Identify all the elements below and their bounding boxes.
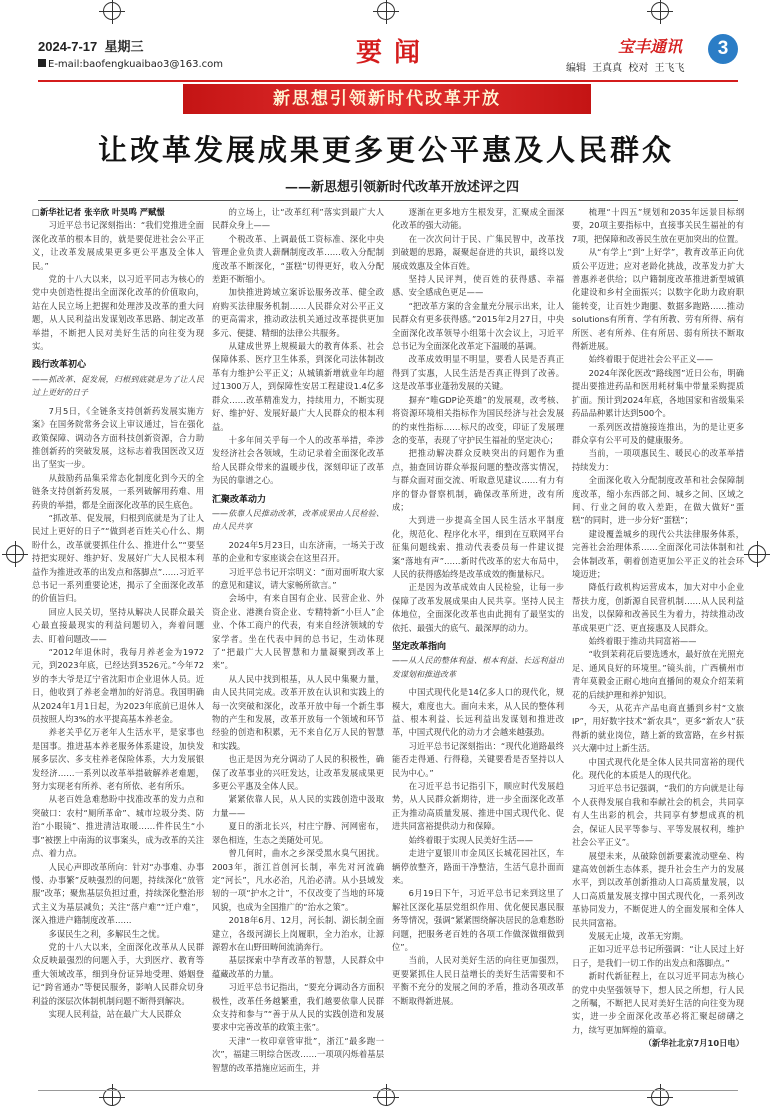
- body-paragraph: 曾几何时，曲水之乡深受黑水臭气困扰。2003年，浙江首创河长制，率先对河流确定“河长”，凡水必治，凡治必清。从小县域发轫的一项“护水之计”，不仅改变了当地的环境风貌，也成为全国推广的“治水之策”。: [212, 848, 384, 912]
- body-paragraph: 当前，人民对美好生活的向往更加强烈，更要紧抓住人民日益增长的美好生活需要和不平衡不充分的发展之间的矛盾，推动各项改革不断取得新进展。: [392, 955, 564, 1006]
- registration-mark-top-left: [103, 2, 121, 20]
- registration-mark-top-center: [377, 2, 395, 20]
- body-paragraph: 降低行政机构运营成本，加大对中小企业帮扶力度，创新源自民营机制……从人民利益出发，以保障和改善民生为着力，持续推动改革成果更广泛、更直接惠及人民群众。: [572, 582, 744, 633]
- body-paragraph: 习近平总书记深刻指出：“现代化道路最终能否走得通、行得稳，关键要看是否坚持以人民为中心。”: [392, 740, 564, 778]
- body-paragraph: 个税改革、上调最低工资标准、深化中央管理企业负责人薪酬制度改革……收入分配制度改革不断深化，“蛋糕”切得更好，收入分配差距不断缩小。: [212, 233, 384, 285]
- weekday-text: 星期三: [104, 39, 144, 54]
- body-paragraph: 从鼓励药品集采常态化制度化到今天的全链条支持创新药发展，一系列破解用药难、用药贵的举措，都是全面深化改革的民生底色。: [32, 472, 204, 510]
- body-paragraph: 基层探索中孕育改革的智慧，人民群众中蕴藏改革的力量。: [212, 955, 384, 979]
- body-paragraph: 从人民中找到根基，从人民中集聚力量，由人民共同完成。改革开放在认识和实践上的每一次突破和深化，改革开放中每一个新生事物的产生和发展，改革开放每一个领域和环节经验的创造和积累，无不来自亿万人民的智慧和实践。: [212, 673, 384, 751]
- body-paragraph: 梳理“十四五”规划和2035年远景目标纲要，20项主要指标中，直接事关民生福祉的有7项，把保障和改善民生放在更加突出的位置。: [572, 207, 744, 244]
- subsection-tagline: ——从人民的整体利益、根本利益、长远利益出发谋划和推进改革: [392, 656, 564, 679]
- body-paragraph: 把推动解决群众反映突出的问题作为重点，抽查回访群众举报问题的整改落实情况，与群众面对面交流、听取意见建议……有力有序的督办督察机制，确保改革所进，改有所成；: [392, 448, 564, 512]
- author-byline: □新华社记者 张辛欣 叶昊鸣 严赋憬: [32, 207, 165, 217]
- body-paragraph: 发展无止境，改革无穷期。: [588, 930, 689, 941]
- body-paragraph: 始终着眼于实现人民美好生活——: [408, 834, 534, 845]
- body-paragraph: 今天，从花卉产品电商直播到乡村“文旅IP”，用好数字技术“新农具”，更多“新农人”获得新的就业岗位，踏上新的致富路，在乡村振兴大潮中过上新生活。: [572, 703, 744, 754]
- body-paragraph: 正如习近平总书记所强调：“让人民过上好日子，是我们一切工作的出发点和落脚点。”: [572, 944, 744, 968]
- body-paragraph: 会场中，有来自国有企业、民营企业、外资企业、港澳台资企业、专精特新“小巨人”企业、个体工商户的代表，有来自经济领域的专家学者。坐在代表中间的总书记，生动体现了“把最广大人民智慧和力量凝聚到改革上来”。: [212, 593, 384, 671]
- body-paragraph: “把改革方案的含金量充分展示出来，让人民群众有更多获得感。”2015年2月27日，中央全面深化改革领导小组第十次会议上，习近平总书记为全面深化改革定下温暖的基调。: [392, 300, 564, 352]
- issue-date: [38, 36, 144, 55]
- body-paragraph: 党的十八大以来，以习近平同志为核心的党中央创造性提出全面深化改革的价值取向，站在人民立场上把握和处理涉及改革的重大问题，从人民利益出发谋划改革思路、制定改革举措，不断把人民对美好生活的向往变为现实。: [32, 274, 204, 352]
- page-number-badge: 3: [708, 34, 738, 64]
- title-divider: [38, 200, 738, 201]
- body-paragraph: 习近平总书记指出，“要充分调动各方面积极性，改革任务越繁重，我们越要依靠人民群众支持和参与”“善于从人民的实践创造和发展要求中完善改革的政策主张”。: [212, 982, 384, 1033]
- body-paragraph: 改革成效明显不明显，要看人民是否真正得到了实惠，人民生活是否真正得到了改善。这是改革事业蓬勃发展的关键。: [392, 354, 564, 392]
- body-paragraph: 逐渐在更多地方生根发芽，汇聚成全面深化改革的强大动能。: [392, 207, 564, 231]
- body-paragraph: 十多年间关乎每一个人的改革举措，牵涉发经济社会各领域，生动记录着全面深化改革给人民群众带来的温暖步伐，深刻印证了改革为民的靠谱之心。: [212, 434, 384, 486]
- registration-mark-top-right: [651, 2, 669, 20]
- subsection-tagline: ——抓改革、促发展，归根到底就是为了让人民过上更好的日子: [32, 374, 204, 398]
- body-paragraph: “收到茉莉花后要选透水，最好放在光照充足、通风良好的环境里。”镜头前，广西横州市青年莫毅金正耐心地向直播间的观众介绍茉莉花的后续护理和养护知识。: [572, 649, 744, 700]
- body-paragraph: 6月19日下午，习近平总书记来到这里了解社区深化基层党组织作用、优化便民惠民服务等情况，强调“紧紧围绕解决居民的急难愁盼问题，把服务老百姓的各项工作做深做细做到位”。: [392, 888, 564, 952]
- editors-credit: 编辑 王真真 校对 王飞飞: [566, 63, 685, 74]
- registration-mark-right: [748, 545, 766, 563]
- body-paragraph: 坚持人民评判，使百姓的获得感、幸福感、安全感成色更足——: [392, 274, 564, 298]
- text-column-2: [212, 206, 384, 1086]
- body-paragraph: 走进宁夏银川市金凤区长城花园社区，车辆停放整齐，路面干净整洁，生活气息扑面而来。: [392, 848, 564, 885]
- bottom-divider: [38, 1090, 738, 1091]
- body-paragraph: 2018年6月、12月，河长制、湖长制全面建立，各级河湖长上岗履职，全力治水，让源源碧水在山野田畴间流淌奔行。: [212, 915, 384, 952]
- subsection-heading: 汇聚改革动力: [212, 494, 267, 505]
- body-paragraph: 正是因为改革成效由人民检验，让每一步保障了改革发展成果由人民共享。坚持人民主体地位，全面深化改革也由此拥有了最坚实的依托、最强大的底气、最深厚的动力。: [392, 582, 564, 633]
- body-paragraph: 在一次次问计于民、广集民智中，改革找到破题的思路，凝聚起奋进的共识，最终以发展成效惠及全体百姓。: [392, 233, 564, 271]
- text-column-3: [392, 206, 564, 1086]
- body-paragraph: 养老关乎亿万老年人生活水平，是家事也是国事。推进基本养老服务体系建设，加快发展多层次、多支柱养老保险体系，大力发展银发经济……一系列以改革举措破解养老难题，努力实现老有所养、老有所依、老有所乐。: [32, 727, 204, 792]
- body-paragraph: 当前，一项项惠民生、暖民心的改革举措持续发力：: [572, 448, 744, 472]
- dateline-credit: （新华社北京7月10日电）: [643, 1038, 744, 1049]
- body-paragraph: 习近平总书记强调，“我们的方向就是让每个人获得发展自我和奉献社会的机会，共同享有人生出彩的机会，共同享有梦想成真的机会，保证人民平等参与、平等发展权利，维护社会公平正义”。: [572, 783, 744, 848]
- body-paragraph: 始终着眼于促进社会公平正义——: [588, 354, 714, 365]
- body-paragraph: 中国式现代化是14亿多人口的现代化，规模大，难度也大。面向未来，从人民的整体利益、根本利益、长远利益出发谋划和推进改革，中国式现代化的动力才会越来越强劲。: [392, 687, 564, 738]
- body-paragraph: 紧紧依靠人民，从人民的实践创造中汲取力量——: [212, 794, 384, 818]
- subsection-tagline: ——依靠人民推动改革，改革成果由人民检验、由人民共享: [212, 508, 384, 532]
- topic-banner: 新思想引领新时代改革开放: [183, 84, 591, 114]
- body-paragraph: 人民心声即改革所向：针对“办事难、办事慢、办事繁”反映强烈的问题，持续深化“放管服”改革；聚焦基层负担过重，持续深化整治形式主义为基层减负；关注“落户难”“迁户难”，深入推进户籍制度改革……: [32, 861, 204, 926]
- body-paragraph: 回应人民关切，坚持从解决人民群众最关心最直接最现实的利益问题切入，奔着问题去、盯着问题改——: [32, 606, 204, 644]
- body-paragraph: 从老百姓急难愁盼中找准改革的发力点和突破口：农村“厕所革命”、城市垃圾分类、防治“小眼镜”、推进清洁取暖……件件民生“小事”被摆上中南海的议事案头，成为改革的关注点、着力点。: [32, 794, 204, 859]
- body-paragraph: 也正是因为充分调动了人民的积极性，确保了改革事业的兴旺发达，让改革发展成果更多更公平惠及全体人民。: [212, 754, 384, 792]
- body-paragraph: 多谋民生之利，多解民生之忧。: [48, 928, 165, 939]
- body-paragraph: 的立场上，让“改革红利”落实到最广大人民群众身上——: [212, 207, 384, 231]
- body-paragraph: 实现人民利益，站在最广大人民群众: [48, 1008, 182, 1019]
- body-paragraph: 从建成世界上规模最大的教育体系、社会保障体系、医疗卫生体系，到深化司法体制改革有力维护公平正义；从城镇新增就业年均超过1300万人，到保障性安居工程建设1.4亿多群众……改革精准发力，持续用力，不断实现好、维护好、发展好最广大人民群众的根本利益。: [212, 341, 384, 432]
- date-text: 2024-7-17: [38, 39, 98, 54]
- registration-mark-left: [6, 545, 24, 563]
- square-bullet-icon: [38, 59, 46, 67]
- email-text: E-mail:baofengkuaibao3@163.com: [48, 59, 223, 70]
- body-paragraph: 党的十八大以来，全面深化改革从人民群众反映最强烈的问题入手，大到医疗、教育等重大领域改革，细到身份证异地受理、婚姻登记“跨省通办”等便民服务，影响人民群众切身利益的深层次体制机制问题不断得到解决。: [32, 941, 204, 1006]
- body-paragraph: 从“有学上”到“上好学”，教育改革正向优质公平迈进；应对老龄化挑战，改革发力扩大普惠养老供给；以户籍制度改革推进新型城镇化建设和乡村全面振兴；以数字化助力政府职能转变，让百姓少跑腿、数据多跑路……推动solutions有所育、学有所教、劳有所得、病有所医、老有所养、住有所居、弱有所扶不断取得新进展。: [572, 247, 744, 352]
- email-line: [38, 59, 223, 70]
- body-paragraph: 摒弃“唯GDP论英雄”的发展观，改考核、将资源环境相关指标作为国民经济与社会发展的约束性指标……标尺的改变，印证了发展理念的变革，表现了守护民生福祉的坚定决心；: [392, 394, 564, 445]
- body-paragraph: 习近平总书记深刻指出：“我们党推进全面深化改革的根本目的，就是要促进社会公平正义，让改革发展成果更多更公平惠及全体人民。”: [32, 220, 204, 271]
- section-title: 要闻: [356, 38, 433, 68]
- body-paragraph: 建设覆盖城乡的现代公共法律服务体系，完善社会治理体系……全面深化司法体制和社会体制改革，朝着创造更加公平正义的社会环境迈进；: [572, 528, 744, 579]
- article-body: [32, 206, 744, 1086]
- body-paragraph: 天津“一枚印章管审批”，浙江“最多跑一次”，福建三明综合医改……一项项闪烁着基层智慧的改革措施应运而生，并: [212, 1035, 384, 1073]
- body-paragraph: 展望未来，从破除创新要素流动壁垒、构建高效创新生态体系，提升社会生产力的发展水平，到以改革创新推动人口高质量发展，以人口高质量发展支撑中国式现代化，一系列改革协同发力，不断促进人的全面发展和全体人民共同富裕。: [572, 850, 744, 928]
- body-paragraph: 加快推进跨域立案诉讼服务改革、健全政府购买法律服务机制……人民群众对公平正义的更高需求，推动政法机关通过改革提供更加多元、便捷、精细的法律公共服务。: [212, 287, 384, 338]
- body-paragraph: 中国式现代化是全体人民共同富裕的现代化。现代化的本质是人的现代化。: [572, 756, 744, 781]
- body-paragraph: 大到进一步提高全国人民生活水平制度化，规范化、程序化水平，细到在互联网平台征集问题线索、推动代表委员每一件建议提案“落地有声”……新时代改革的宏大布局中，人民的获得感始终是改革成效的衡量标尺。: [392, 515, 564, 579]
- body-paragraph: 一系列医改措施接连推出，为的是让更多群众享有公平可及的健康服务。: [572, 421, 744, 445]
- subsection-heading: 坚定改革指向: [392, 642, 447, 652]
- text-column-1: [32, 206, 204, 1086]
- body-paragraph: 全面深化收入分配制度改革和社会保障制度改革，缩小东西部之间、城乡之间、区域之间、行业之间的收入差距，在做大做好“蛋糕”的同时，进一步分好“蛋糕”；: [572, 475, 744, 526]
- text-column-4: [572, 206, 744, 1086]
- body-paragraph: 夏日的浙北长兴，村庄宁静、河网密布，翠色相连，生态之美随处可见。: [212, 821, 384, 845]
- body-paragraph: 新时代新征程上，在以习近平同志为核心的党中央坚强领导下，想人民之所想，行人民之所嘱，不断把人民对美好生活的向往变为现实，进一步全面深化改革必将汇聚起磅礴之力，续写更加辉煌的篇章。: [572, 971, 744, 1035]
- subsection-heading: 践行改革初心: [32, 360, 87, 371]
- body-paragraph: 2024年5月23日，山东济南，一场关于改革的企业和专家座谈会在这里召开。: [212, 539, 384, 564]
- body-paragraph: “抓改革、促发展，归根到底就是为了让人民过上更好的日子”“做到老百姓关心什么、期盼什么，改革就要抓住什么、推进什么”“要坚持把实现好、维护好、发展好广大人民根本利益作为推进改革的出发点和落脚点”……习近平总书记一系列重要论述，揭示了全面深化改革的价值旨归。: [32, 512, 204, 604]
- body-paragraph: 2024年深化医改“路线图”近日公布，明确提出要推进药品和医用耗材集中带量采购提质扩面。预计到2024年底，各地国家和省级集采药品品种累计达到500个。: [572, 367, 744, 419]
- body-paragraph: “2012年退休时，我每月养老金为1972元，到2023年底，已经达到3526元。”今年72岁的李大爷是辽宁省沈阳市企业退休人员。近日，他收到了养老金增加的好消息。我国明确从2024年1月1日起，为2023年底前已退休人员按照人均3%的水平提高基本养老金。: [32, 647, 204, 725]
- body-paragraph: 7月5日，《全链条支持创新药发展实施方案》在国务院常务会议上审议通过，旨在强化政策保障、调动各方面科技创新资源，合力助推创新药的突破发展，这标志着我国医改又迈出了坚实一步。: [32, 405, 204, 470]
- article-headline: 让改革发展成果更多更公平惠及人民群众: [97, 133, 674, 167]
- body-paragraph: 始终着眼于推动共同富裕——: [588, 636, 697, 646]
- article-subheadline: ——新思想引领新时代改革开放述评之四: [285, 180, 520, 195]
- header-divider: [38, 80, 738, 82]
- body-paragraph: 在习近平总书记指引下，顺应时代发展趋势，从人民群众新期待，进一步全面深化改革正为推动高质量发展、推进中国式现代化、促进共同富裕提供动力和保障。: [392, 781, 564, 832]
- page-header: [38, 32, 738, 78]
- body-paragraph: 习近平总书记开宗明义：“面对面听取大家的意见和建议，请大家畅所欲言。”: [212, 566, 384, 590]
- newspaper-name-logo: 宝丰通讯: [618, 37, 683, 56]
